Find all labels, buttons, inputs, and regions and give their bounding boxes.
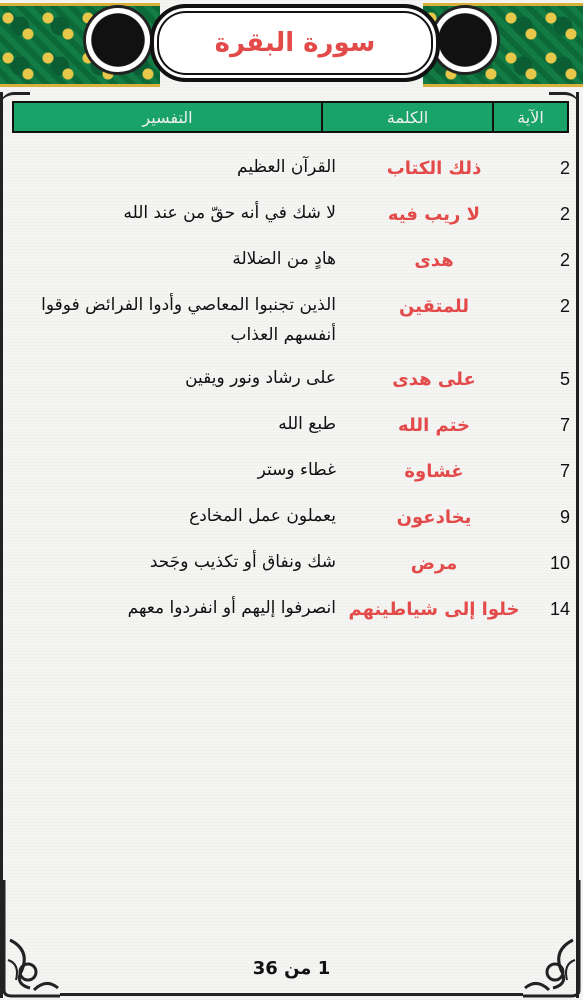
word-text: مرض	[410, 553, 458, 574]
corner-ornament-right-icon	[513, 880, 583, 1000]
aya-number: 9	[559, 507, 570, 527]
column-header-word: الكلمة	[323, 103, 494, 131]
column-header-aya: الآية	[494, 103, 567, 131]
aya-number: 2	[559, 250, 570, 270]
table-row[interactable]	[30, 282, 570, 355]
tafsir-text: غطاء وستر	[257, 460, 336, 480]
word-text: يخادعون	[396, 507, 472, 528]
tafsir-text: انصرفوا إليهم أو انفردوا معهم	[127, 598, 336, 618]
word-text: على هدى	[392, 369, 476, 390]
word-text: لا ريب فيه	[387, 204, 481, 225]
aya-number: 14	[549, 599, 570, 619]
tafsir-text: طبع الله	[278, 414, 336, 434]
table-row[interactable]	[30, 585, 570, 631]
corner-ornament-left-icon	[0, 880, 70, 1000]
word-text: للمتقين	[398, 296, 470, 317]
aya-number: 2	[559, 296, 570, 316]
tafsir-text: على رشاد ونور ويقين	[185, 368, 336, 388]
word-text: هدى	[414, 250, 454, 271]
word-text: خلوا إلى شياطينهم	[348, 599, 520, 620]
word-text: ختم الله	[398, 415, 470, 436]
aya-number: 2	[559, 204, 570, 224]
tafsir-text: القرآن العظيم	[237, 157, 336, 177]
tafsir-text: لا شك في أنه حقّ من عند الله	[123, 203, 336, 223]
surah-header	[0, 0, 583, 82]
tafsir-table	[30, 144, 570, 631]
medallion-right-icon	[433, 8, 497, 72]
word-text: ذلك الكتاب	[386, 158, 482, 179]
column-header-tafsir: التفسير	[14, 103, 323, 131]
medallion-left-icon	[86, 8, 150, 72]
aya-number: 7	[559, 415, 570, 435]
word-text: غشاوة	[404, 461, 464, 482]
aya-number: 5	[559, 369, 570, 389]
aya-number: 7	[559, 461, 570, 481]
frame-bottom-border	[60, 993, 523, 996]
aya-number: 10	[549, 553, 570, 573]
page-indicator: 1 من 36	[252, 958, 331, 979]
page-title: سورة البقرة	[214, 28, 376, 58]
tafsir-text: يعملون عمل المخادع	[189, 506, 336, 526]
tafsir-text: الذين تجنبوا المعاصي وأدوا الفرائض فوقوا أنفسهم العذاب	[41, 295, 336, 345]
aya-number: 2	[559, 158, 570, 178]
table-header	[12, 101, 569, 133]
title-plaque	[150, 4, 440, 82]
tafsir-text: شك ونفاق أو تكذيب وجَحد	[149, 552, 336, 572]
tafsir-text: هادٍ من الضلالة	[232, 249, 336, 269]
